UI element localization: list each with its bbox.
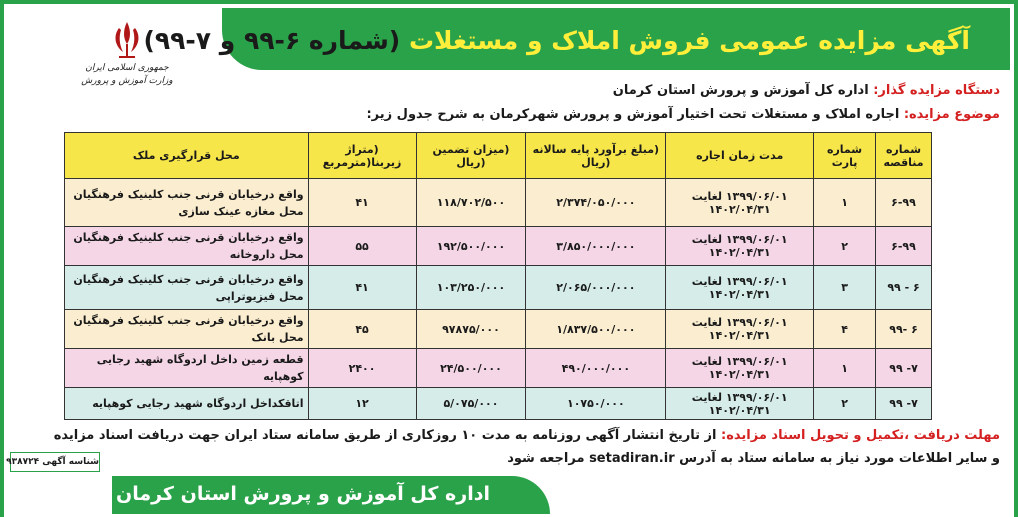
cell-tender-no: ۶-۹۹ [876, 227, 932, 266]
cell-base-price: ۱۰۷۵۰/۰۰۰ [526, 388, 666, 420]
cell-location: قطعه زمین داخل اردوگاه شهید رجایی کوهپایه [65, 349, 309, 388]
table-row [65, 388, 932, 420]
table-header-row [65, 133, 932, 179]
deadline-line-2 [507, 451, 1000, 466]
logo-line-2: وزارت آموزش و پرورش [81, 76, 173, 86]
cell-base-price: ۳/۸۵۰/۰۰۰/۰۰۰ [526, 227, 666, 266]
footer-banner [112, 476, 550, 514]
header-part-no: شماره پارت [814, 133, 876, 179]
cell-part-no: ۳ [814, 266, 876, 310]
cell-area: ۴۱ [308, 266, 416, 310]
ministry-logo [72, 18, 182, 108]
cell-guarantee: ۱۹۲/۵۰۰/۰۰۰ [416, 227, 526, 266]
cell-base-price: ۲/۰۶۵/۰۰۰/۰۰۰ [526, 266, 666, 310]
cell-area: ۴۵ [308, 310, 416, 349]
cell-area: ۲۴۰۰ [308, 349, 416, 388]
frame-top-border [0, 0, 1018, 4]
deadline-label: مهلت دریافت ،تکمیل و تحویل اسناد مزایده: [721, 428, 1000, 443]
cell-guarantee: ۱۰۳/۲۵۰/۰۰۰ [416, 266, 526, 310]
deadline-text-2b: مراجعه شود [507, 451, 585, 466]
cell-area: ۱۲ [308, 388, 416, 420]
cell-lease-period: ۱۳۹۹/۰۶/۰۱ لغایت ۱۴۰۲/۰۴/۳۱ [666, 266, 814, 310]
cell-tender-no: ۶ -۹۹ [876, 310, 932, 349]
table-row [65, 349, 932, 388]
subject-label: موضوع مزایده: [903, 107, 1000, 122]
cell-lease-period: ۱۳۹۹/۰۶/۰۱ لغایت ۱۴۰۲/۰۴/۳۱ [666, 310, 814, 349]
cell-location: واقع درخیابان قرنی جنب کلینیک فرهنگیان محل فیزیوتراپی [65, 266, 309, 310]
cell-tender-no: ۷- ۹۹ [876, 388, 932, 420]
table-row [65, 310, 932, 349]
header-guarantee: (میزان تضمین (ریال [416, 133, 526, 179]
cell-location: اتاقکداخل اردوگاه شهید رجایی کوهپایه [65, 388, 309, 420]
table-row [65, 266, 932, 310]
cell-guarantee: ۵/۰۷۵/۰۰۰ [416, 388, 526, 420]
logo-line-1: جمهوری اسلامی ایران [85, 63, 169, 73]
footer-text: اداره کل آموزش و پرورش استان کرمان [116, 483, 490, 505]
cell-base-price: ۴۹۰/۰۰۰/۰۰۰ [526, 349, 666, 388]
cell-part-no: ۴ [814, 310, 876, 349]
cell-location: واقع درخیابان قرنی جنب کلینیک فرهنگیان محل مغازه عینک سازی [65, 179, 309, 227]
header-area: (متراژ زیربنا(مترمربع [308, 133, 416, 179]
table-row [65, 227, 932, 266]
cell-guarantee: ۹۷۸۷۵/۰۰۰ [416, 310, 526, 349]
cell-area: ۴۱ [308, 179, 416, 227]
cell-lease-period: ۱۳۹۹/۰۶/۰۱ لغایت ۱۴۰۲/۰۴/۳۱ [666, 349, 814, 388]
header-base-price: (مبلغ برآورد پایه سالانه (ریال [526, 133, 666, 179]
cell-base-price: ۱/۸۳۷/۵۰۰/۰۰۰ [526, 310, 666, 349]
cell-lease-period: ۱۳۹۹/۰۶/۰۱ لغایت ۱۴۰۲/۰۴/۳۱ [666, 227, 814, 266]
cell-location: واقع درخیابان قرنی جنب کلینیک فرهنگیان محل بانک [65, 310, 309, 349]
cell-tender-no: ۶ - ۹۹ [876, 266, 932, 310]
cell-part-no: ۱ [814, 179, 876, 227]
header-location: محل قرارگیری ملک [65, 133, 309, 179]
cell-base-price: ۲/۳۷۴/۰۵۰/۰۰۰ [526, 179, 666, 227]
header-lease-period: مدت زمان اجاره [666, 133, 814, 179]
ad-id-badge: شناسه آگهی ۹۳۸۷۲۴ [10, 452, 100, 472]
organizer-label: دستگاه مزایده گذار: [873, 83, 1000, 98]
frame-left-border [0, 0, 4, 517]
cell-part-no: ۱ [814, 349, 876, 388]
cell-guarantee: ۱۱۸/۷۰۲/۵۰۰ [416, 179, 526, 227]
setad-url-link[interactable]: setadiran.ir [589, 451, 675, 466]
cell-tender-no: ۷- ۹۹ [876, 349, 932, 388]
cell-part-no: ۲ [814, 388, 876, 420]
organizer-value: اداره کل آموزش و پرورش استان کرمان [612, 83, 869, 98]
iran-emblem-icon [107, 18, 147, 62]
properties-table [64, 132, 932, 420]
header-banner [143, 8, 1010, 70]
cell-location: واقع درخیابان قرنی جنب کلینیک فرهنگیان محل داروخانه [65, 227, 309, 266]
cell-area: ۵۵ [308, 227, 416, 266]
page-title [143, 26, 970, 55]
cell-tender-no: ۶-۹۹ [876, 179, 932, 227]
cell-part-no: ۲ [814, 227, 876, 266]
cell-guarantee: ۲۴/۵۰۰/۰۰۰ [416, 349, 526, 388]
title-text: آگهی مزایده عمومی فروش املاک و مستغلات [408, 26, 970, 55]
header-tender-no: شماره مناقصه [876, 133, 932, 179]
deadline-text-1: از تاریخ انتشار آگهی روزنامه به مدت ۱۰ روزکاری از طریق سامانه ستاد ایران جهت دریافت اسناد مزایده [53, 428, 717, 443]
subject-value: اجاره املاک و مستغلات تحت اختیار آموزش و پرورش شهرکرمان به شرح جدول زیر: [366, 107, 900, 122]
organizer-line [613, 83, 1000, 98]
title-number: (شماره ۶-۹۹ و ۷-۹۹) [143, 26, 401, 55]
cell-lease-period: ۱۳۹۹/۰۶/۰۱ لغایت ۱۴۰۲/۰۴/۳۱ [666, 388, 814, 420]
deadline-text-2a: و سایر اطلاعات مورد نیاز به سامانه ستاد به آدرس [679, 451, 1000, 466]
deadline-line-1 [54, 428, 1000, 443]
subject-line [366, 107, 1000, 122]
table-row [65, 179, 932, 227]
cell-lease-period: ۱۳۹۹/۰۶/۰۱ لغایت ۱۴۰۲/۰۴/۳۱ [666, 179, 814, 227]
frame-right-border [1014, 0, 1018, 517]
